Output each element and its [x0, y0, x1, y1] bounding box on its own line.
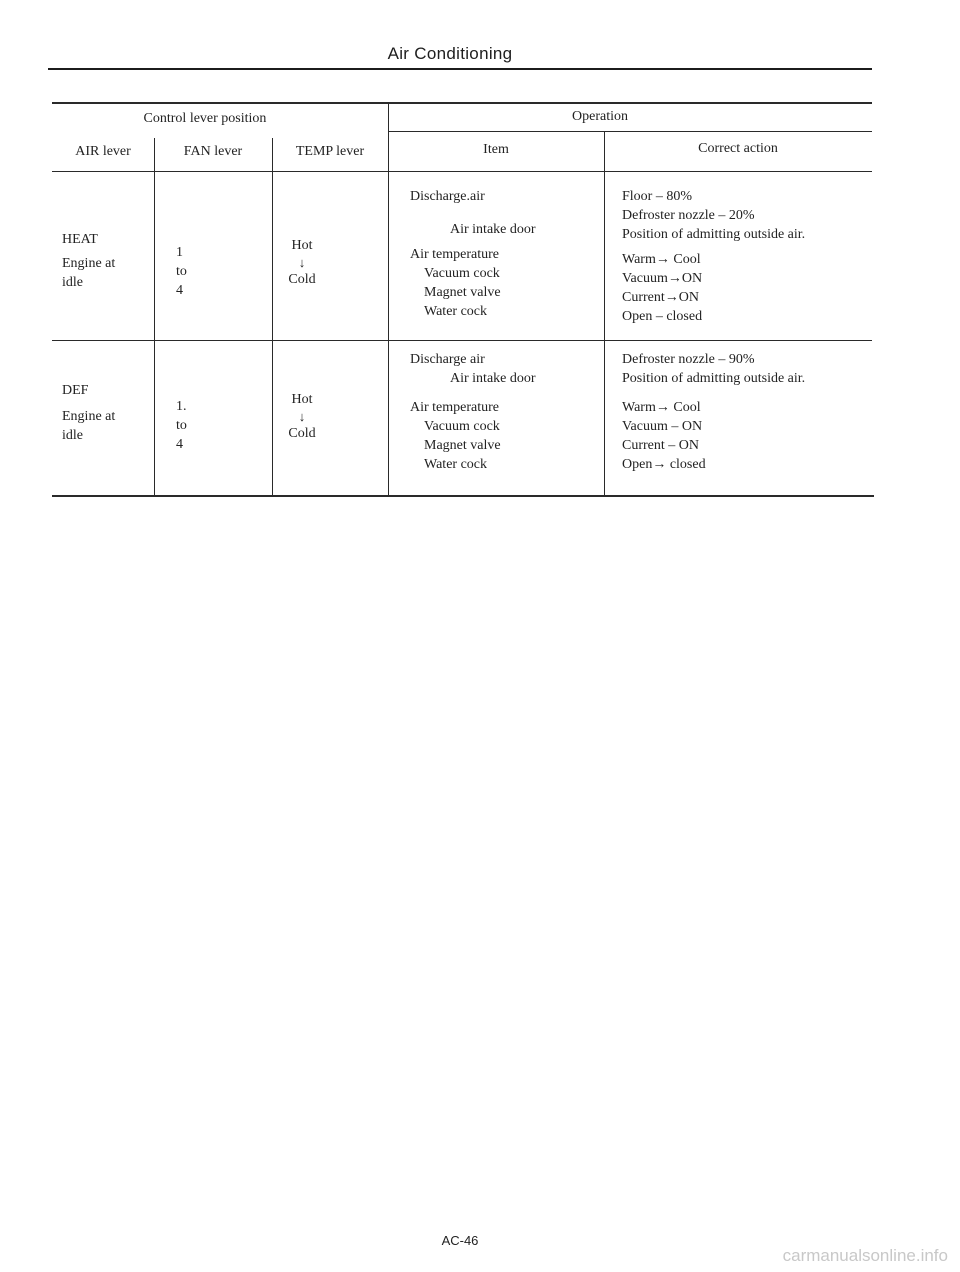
air-lever-cell [62, 230, 152, 292]
temp-cold-label: Cold [288, 272, 316, 287]
header-bottom-rule [52, 171, 872, 172]
action-line: Position of admitting outside air. [622, 371, 806, 386]
divider-fan-temp [272, 171, 273, 496]
temp-hot-label: Hot [291, 238, 313, 253]
operation-group-header: Operation [572, 109, 628, 124]
arrow-down-icon: ↓ [298, 255, 306, 270]
watermark: carmanualsonline.info [782, 1246, 948, 1265]
page-title: Air Conditioning [387, 44, 513, 63]
item-line: Air intake door [450, 371, 536, 386]
action-line: Position of admitting outside air. [622, 227, 806, 242]
correct-action-cell [622, 350, 872, 474]
item-header: Item [483, 142, 509, 157]
air-mode-label: HEAT [62, 232, 98, 247]
correct-action-header: Correct action [698, 141, 778, 156]
item-line: Discharge air [410, 352, 485, 367]
action-line: Warm→ Cool [622, 252, 701, 267]
action-line: Current – ON [622, 438, 699, 453]
item-line: Magnet valve [424, 438, 501, 453]
action-line: Vacuum→ON [622, 271, 703, 286]
fan-lever-cell: 1 to 4 [176, 245, 187, 298]
air-lever-cell [62, 381, 152, 445]
action-line: Floor – 80% [622, 189, 692, 204]
temp-lever-cell [272, 237, 332, 289]
spec-table [0, 0, 960, 520]
action-line: Current→ON [622, 290, 699, 305]
item-line: Water cock [424, 304, 487, 319]
action-line: Defroster nozzle – 90% [622, 352, 755, 367]
temp-hot-label: Hot [291, 392, 313, 407]
item-line: Vacuum cock [424, 419, 500, 434]
item-cell [410, 350, 600, 474]
table-bottom-rule [52, 495, 874, 497]
temp-cold-label: Cold [288, 426, 316, 441]
page-number: AC-46 [441, 1233, 479, 1248]
fan-lever-header: FAN lever [183, 144, 243, 159]
item-line: Air intake door [450, 222, 536, 237]
air-condition-line: idle [62, 275, 83, 290]
arrow-down-icon: ↓ [298, 409, 306, 424]
air-mode-label: DEF [62, 383, 89, 398]
air-condition-line: Engine at [62, 409, 116, 424]
air-condition-line: Engine at [62, 256, 116, 271]
item-cell [410, 187, 600, 321]
temp-lever-header: TEMP lever [295, 144, 365, 159]
action-line: Defroster nozzle – 20% [622, 208, 755, 223]
item-line: Vacuum cock [424, 266, 500, 281]
action-line: Vacuum – ON [622, 419, 703, 434]
divider-control-operation [388, 102, 389, 496]
air-lever-header: AIR lever [75, 144, 131, 159]
table-top-rule [52, 102, 872, 104]
fan-lever-cell: 1. to 4 [176, 399, 187, 452]
air-condition-line: idle [62, 428, 83, 443]
divider-air-fan [154, 171, 155, 496]
correct-action-cell [622, 187, 872, 326]
operation-subheader-rule [388, 131, 872, 132]
item-line: Air temperature [410, 400, 500, 415]
item-line: Water cock [424, 457, 487, 472]
action-line: Open→ closed [622, 457, 706, 472]
item-line: Magnet valve [424, 285, 501, 300]
item-line: Discharge.air [410, 189, 485, 204]
item-line: Air temperature [410, 247, 500, 262]
temp-lever-cell [272, 391, 332, 443]
control-lever-group-header: Control lever position [143, 111, 267, 126]
divider-item-action [604, 131, 605, 496]
action-line: Warm→ Cool [622, 400, 701, 415]
row-separator-rule [52, 340, 872, 341]
action-line: Open – closed [622, 309, 703, 324]
